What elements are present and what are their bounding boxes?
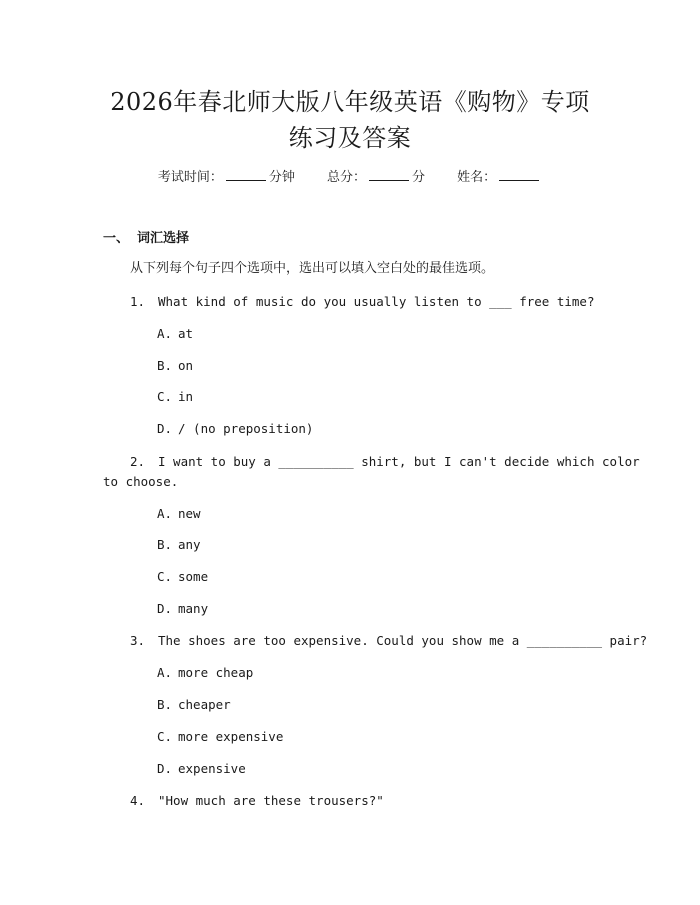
total-score-label: 总分：: [326, 170, 366, 185]
option-1c: [157, 388, 193, 406]
option-text: expensive: [178, 761, 246, 776]
question-2: [130, 452, 640, 472]
option-letter: D.: [157, 421, 173, 436]
student-name-blank: [499, 168, 539, 181]
section-instruction: 从下列每个句子四个选项中，选出可以填入空白处的最佳选项。: [130, 261, 495, 276]
option-letter: B.: [157, 697, 173, 712]
exam-time-unit: 分钟: [268, 170, 295, 185]
option-letter: C.: [157, 729, 173, 744]
question-2-continuation: to choose.: [103, 474, 179, 489]
title-line-2: 练习及答案: [288, 124, 412, 152]
option-letter: C.: [157, 569, 173, 584]
total-score-blank: [369, 168, 409, 181]
option-letter: A.: [157, 326, 173, 341]
exam-meta-line: [0, 168, 700, 187]
question-4: [130, 791, 384, 811]
option-text: / (no preposition): [178, 421, 314, 436]
option-text: more expensive: [178, 729, 284, 744]
option-text: at: [178, 326, 194, 341]
question-number: 2.: [130, 454, 146, 469]
option-text: some: [178, 569, 209, 584]
option-3d: [157, 760, 246, 778]
question-number: 4.: [130, 793, 146, 808]
title-line-1: 2026年春北师大版八年级英语《购物》专项: [110, 88, 590, 116]
exam-time-field: [158, 168, 295, 187]
option-letter: B.: [157, 358, 173, 373]
exam-time-label: 考试时间：: [157, 170, 223, 185]
question-text: The shoes are too expensive. Could you show me a __________ pair?: [158, 633, 648, 648]
section-heading: [103, 230, 189, 248]
option-letter: D.: [157, 761, 173, 776]
question-1: [130, 292, 595, 312]
option-2b: [157, 536, 201, 554]
option-text: cheaper: [178, 697, 231, 712]
question-text: I want to buy a __________ shirt, but I can't decide which color: [158, 454, 640, 469]
option-letter: D.: [157, 601, 173, 616]
option-text: any: [178, 537, 201, 552]
option-2a: [157, 505, 201, 523]
question-text: "How much are these trousers?": [158, 793, 384, 808]
exam-time-blank: [226, 168, 266, 181]
option-1d: [157, 420, 313, 438]
section-title: 词汇选择: [137, 231, 190, 246]
option-2d: [157, 600, 208, 618]
option-1b: [157, 357, 193, 375]
option-text: more cheap: [178, 665, 254, 680]
option-2c: [157, 568, 208, 586]
question-text: What kind of music do you usually listen to ___ free time?: [158, 294, 595, 309]
option-letter: B.: [157, 537, 173, 552]
total-score-unit: 分: [412, 170, 426, 185]
question-number: 3.: [130, 633, 146, 648]
student-name-field: [457, 168, 542, 187]
section-number: 一、: [103, 231, 130, 246]
option-text: on: [178, 358, 194, 373]
option-3a: [157, 664, 253, 682]
option-3b: [157, 696, 231, 714]
option-letter: A.: [157, 506, 173, 521]
option-text: new: [178, 506, 201, 521]
student-name-label: 姓名：: [457, 170, 497, 185]
option-letter: A.: [157, 665, 173, 680]
option-text: in: [178, 389, 194, 404]
total-score-field: [327, 168, 425, 187]
option-text: many: [178, 601, 209, 616]
option-1a: [157, 325, 193, 343]
question-3: [130, 631, 647, 651]
option-letter: C.: [157, 389, 173, 404]
document-title: [60, 84, 640, 156]
question-number: 1.: [130, 294, 146, 309]
option-3c: [157, 728, 283, 746]
